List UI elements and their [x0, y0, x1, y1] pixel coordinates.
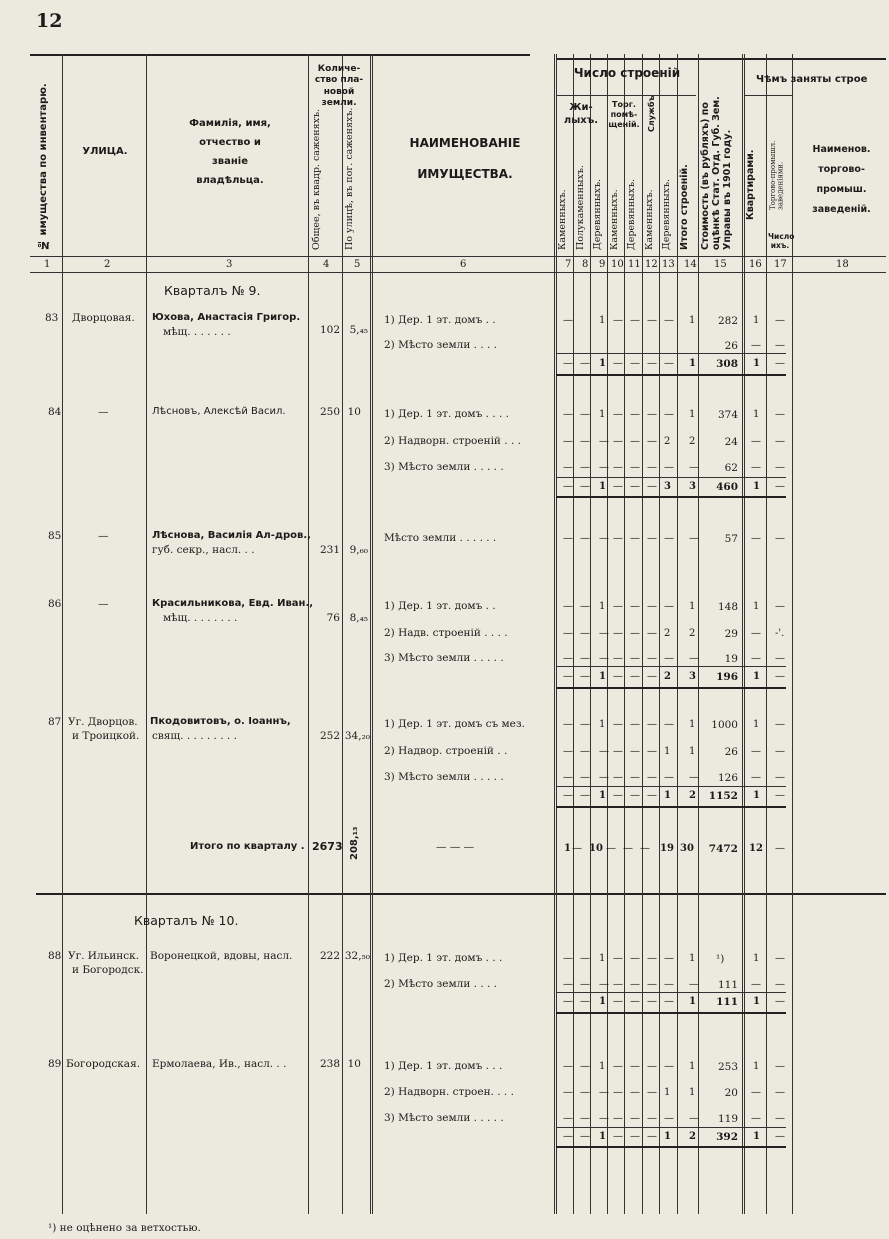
price: 62: [724, 462, 738, 474]
colnum-18: 18: [836, 259, 849, 270]
quarter-10-title: Кварталъ № 10.: [134, 913, 239, 928]
street: Дворцовая.: [72, 312, 135, 324]
property-item: 2) Надворн. строен. . . .: [384, 1086, 514, 1098]
property-item: 2) Надворн. строеній . . .: [384, 435, 521, 447]
total: 1: [753, 358, 760, 369]
land-front: 34,₂₀: [344, 730, 370, 742]
land-front: 10: [347, 1058, 361, 1070]
colnum-8: 8: [582, 259, 589, 270]
land-area: 102: [319, 324, 340, 336]
land-front: 8,₄₅: [349, 612, 368, 624]
price: 26: [724, 746, 738, 758]
value: —: [613, 315, 623, 326]
total: —: [775, 358, 785, 369]
property-item: 1) Дер. 1 эт. домъ . . . .: [384, 408, 509, 420]
colnum-16: 16: [749, 259, 762, 270]
value: —: [775, 315, 785, 326]
land-area: 238: [319, 1058, 340, 1070]
quarter-total-c7: 1: [564, 843, 571, 854]
total: 3: [689, 481, 696, 492]
quarter-total-price: 7472: [708, 843, 738, 855]
total-price: 392: [716, 1131, 738, 1143]
header-owner: Фамилія, имя, отчество и званіе владѣльца.: [189, 118, 271, 186]
street: —: [98, 530, 109, 542]
header-living: Жи-лыхъ.: [563, 102, 599, 126]
colnum-17: 17: [774, 259, 787, 270]
price: 148: [717, 601, 738, 613]
land-front: 9,₆₀: [349, 544, 368, 556]
total: —: [630, 358, 640, 369]
colnum-10: 10: [611, 259, 624, 270]
property-item: 1) Дер. 1 эт. домъ съ мез.: [384, 718, 525, 730]
header-c17a: Торгово-промышл. заведеніями.: [769, 140, 785, 210]
colnum-12: 12: [645, 259, 658, 270]
total: —: [613, 358, 623, 369]
owner: Юхова, Анастасія Григор.: [152, 312, 301, 323]
owner-rank: мѣщ. . . . . . . .: [163, 612, 238, 624]
header-c11: Деревянныхъ.: [626, 178, 637, 250]
quarter-total-label: Итого по кварталу .: [190, 841, 305, 852]
price: 26: [724, 340, 738, 352]
total: 1: [753, 481, 760, 492]
header-c13: Деревянныхъ.: [661, 178, 672, 250]
page-number: 12: [36, 10, 63, 32]
header-land-amount: Количе-ство пла-новой земли.: [314, 64, 364, 108]
header-trade: Торг. помѣ-щеній.: [608, 100, 640, 129]
total: —: [563, 358, 573, 369]
price-note: ¹): [716, 953, 725, 965]
property-item: 3) Мѣсто земли . . . . .: [384, 1112, 504, 1124]
land-area: 76: [326, 612, 340, 624]
price: 253: [717, 1061, 738, 1073]
total: 1: [753, 671, 760, 682]
property-item: 3) Мѣсто земли . . . . .: [384, 652, 504, 664]
price: 126: [717, 772, 738, 784]
header-land-front: По улицѣ, въ пог. саженяхъ.: [344, 107, 355, 250]
property-item: 1) Дер. 1 эт. домъ . . .: [384, 1060, 503, 1072]
header-c12: Каменныхъ.: [644, 189, 655, 250]
header-land-total: Общее, въ квадр. саженяхъ.: [311, 108, 322, 250]
total-price: 196: [716, 671, 738, 683]
value: —: [630, 315, 640, 326]
price: 24: [724, 436, 738, 448]
total-price: 308: [716, 358, 738, 370]
header-c9: Деревянныхъ.: [592, 178, 603, 250]
property-item: 2) Надв. строеній . . . .: [384, 627, 508, 639]
header-c10: Каменныхъ.: [609, 189, 620, 250]
total: —: [580, 358, 590, 369]
total: 2: [664, 671, 671, 682]
price: 111: [717, 979, 738, 991]
colnum-9: 9: [599, 259, 606, 270]
total: 1: [753, 790, 760, 801]
header-inventory-number: № имущества по инвентарю.: [38, 83, 49, 250]
owner-rank: мѣщ. . . . . . .: [163, 326, 231, 338]
value: 1: [599, 315, 606, 326]
price: 282: [717, 315, 738, 327]
property-item: 1) Дер. 1 эт. домъ . . .: [384, 952, 503, 964]
colnum-3: 3: [226, 259, 233, 270]
street: —: [98, 406, 109, 418]
street: —: [98, 598, 109, 610]
quarter-total-area: 2673: [312, 840, 343, 853]
value: —: [563, 315, 573, 326]
owner-rank: губ. секр., насл. . .: [152, 544, 255, 556]
street: и Богородск.: [72, 964, 144, 976]
total-price: 1152: [708, 790, 738, 802]
street: Уг. Ильинск.: [68, 950, 140, 962]
row-number: 83: [45, 312, 59, 324]
colnum-6: 6: [460, 259, 467, 270]
property-item: 2) Надвор. строеній . .: [384, 745, 508, 757]
land-area: 252: [319, 730, 340, 742]
land-area: 222: [319, 950, 340, 962]
land-area: 231: [319, 544, 340, 556]
price: 20: [724, 1087, 738, 1099]
price: 1000: [711, 719, 738, 731]
header-service: Службъ: [647, 95, 656, 132]
property-item: Мѣсто земли . . . . . .: [384, 532, 497, 544]
row-number: 84: [48, 406, 62, 418]
total-price: 460: [716, 481, 738, 493]
colnum-1: 1: [44, 259, 51, 270]
header-c7: Каменныхъ.: [557, 189, 568, 250]
total: 2: [689, 790, 696, 801]
property-item: 2) Мѣсто земли . . . .: [384, 978, 498, 990]
quarter-total-front: 208,₁₃: [349, 826, 360, 860]
header-c16: Квартирами.: [745, 149, 756, 220]
value: 1: [689, 315, 696, 326]
colnum-11: 11: [628, 259, 641, 270]
value: 1: [753, 315, 760, 326]
owner-rank: свящ. . . . . . . . .: [152, 730, 237, 742]
property-item: 1) Дер. 1 эт. домъ . .: [384, 600, 496, 612]
value: —: [647, 315, 657, 326]
property-item: 1) Дер. 1 эт. домъ . .: [384, 314, 496, 326]
header-c15: Стоимость (въ рубляхъ) по оцѣнкѣ Стат. Отд. Губ. Зем. Управы въ 1901 году.: [700, 96, 733, 250]
row-number: 85: [48, 530, 62, 542]
street: Уг. Дворцов.: [68, 716, 138, 728]
quarter-total-c9: 10: [589, 843, 603, 854]
price: 374: [717, 409, 738, 421]
total: —: [647, 358, 657, 369]
colnum-15: 15: [714, 259, 727, 270]
price: 119: [717, 1113, 738, 1125]
street: Богородская.: [66, 1058, 141, 1070]
owner: Пкодовитовъ, о. Іоаннъ,: [150, 716, 291, 727]
quarter-9-title: Кварталъ № 9.: [164, 283, 261, 298]
total-price: 111: [716, 996, 738, 1008]
property-item: 3) Мѣсто земли . . . . .: [384, 771, 504, 783]
property-item: 2) Мѣсто земли . . . .: [384, 339, 498, 351]
row-number: 88: [48, 950, 62, 962]
owner: Ермолаева, Ив., насл. . .: [152, 1058, 287, 1070]
owner: Красильникова, Евд. Иван.,: [152, 598, 314, 609]
land-front: 32,₅₀: [344, 950, 370, 962]
total: 3: [664, 481, 671, 492]
price: 57: [724, 533, 738, 545]
land-front: 10: [347, 406, 361, 418]
quarter-total-dash: — — —: [436, 841, 475, 853]
owner: Лѣснова, Василія Ал-дров.,: [152, 530, 311, 541]
quarter-total-c16: 12: [749, 843, 763, 854]
total: —: [664, 358, 674, 369]
price: 29: [724, 628, 738, 640]
header-property-name: НАИМЕНОВАНІЕ ИМУЩЕСТВА.: [409, 136, 521, 182]
owner: Лѣсновъ, Алексѣй Васил.: [152, 406, 286, 417]
value: —: [751, 340, 761, 351]
price: 19: [724, 653, 738, 665]
total: 1: [689, 358, 696, 369]
total: 1: [664, 790, 671, 801]
row-number: 89: [48, 1058, 62, 1070]
header-c14: Итого строеній.: [679, 164, 690, 250]
quarter-total-c13: 19: [660, 843, 674, 854]
footnote: ¹) не оцѣнено за ветхостью.: [48, 1222, 201, 1234]
street: и Троицкой.: [72, 730, 140, 742]
value: —: [664, 315, 674, 326]
colnum-7: 7: [565, 259, 572, 270]
land-front: 5,₄₅: [349, 324, 368, 336]
colnum-4: 4: [323, 259, 330, 270]
row-number: 87: [48, 716, 62, 728]
header-street: УЛИЦА.: [82, 146, 128, 157]
colnum-5: 5: [354, 259, 361, 270]
total: 1: [599, 358, 606, 369]
total: 3: [689, 671, 696, 682]
header-c18: Наименов. торгово-промыш. заведеній.: [812, 144, 871, 215]
owner: Воронецкой, вдовы, насл.: [150, 950, 293, 962]
row-number: 86: [48, 598, 62, 610]
colnum-2: 2: [104, 259, 111, 270]
header-c17b: Число ихъ.: [768, 232, 795, 251]
header-buildings: Число строеній: [573, 66, 681, 80]
property-item: 3) Мѣсто земли . . . . .: [384, 461, 504, 473]
colnum-13: 13: [662, 259, 675, 270]
colnum-14: 14: [684, 259, 697, 270]
header-occupied: Чѣмъ заняты строе: [756, 74, 868, 85]
quarter-total-c14: 30: [680, 843, 694, 854]
land-area: 250: [319, 406, 340, 418]
value: —: [775, 340, 785, 351]
header-c8: Полукаменныхъ.: [575, 165, 586, 250]
